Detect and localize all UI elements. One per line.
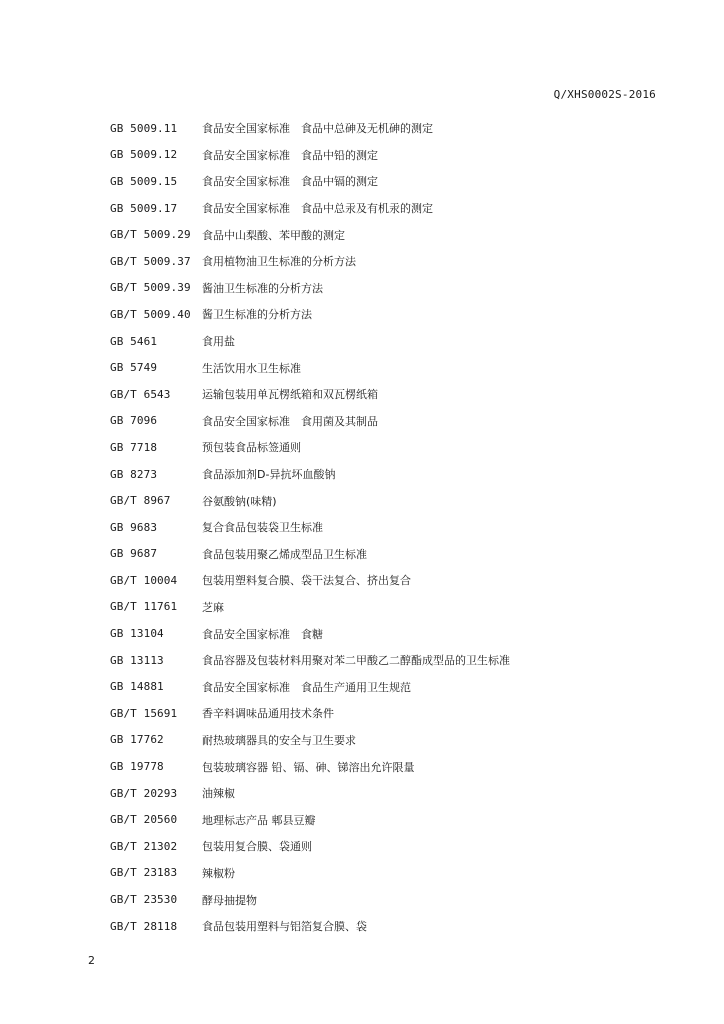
reference-row — [110, 195, 670, 222]
reference-row — [110, 275, 670, 302]
standard-code: GB/T 20293 — [110, 786, 178, 800]
standard-title: 酵母抽提物 — [202, 893, 257, 907]
page-number: 2 — [88, 954, 95, 967]
standard-code: GB/T 5009.29 — [110, 228, 191, 242]
standard-title: 食品安全国家标准 食糖 — [202, 627, 323, 641]
reference-row — [110, 221, 670, 248]
standard-title: 复合食品包装袋卫生标准 — [202, 521, 323, 535]
standard-code: GB 14881 — [110, 680, 164, 694]
standard-title: 预包装食品标签通则 — [202, 441, 301, 455]
reference-row — [110, 381, 670, 408]
standard-title: 食品安全国家标准 食品中总汞及有机汞的测定 — [202, 202, 433, 216]
standard-code: GB/T 28118 — [110, 919, 178, 933]
standard-code: GB 9687 — [110, 547, 158, 561]
standard-code: GB 5009.11 — [110, 121, 178, 135]
standard-title: 包装用复合膜、袋通则 — [202, 840, 312, 854]
standard-title: 酱卫生标准的分析方法 — [202, 308, 312, 322]
standard-code: GB/T 5009.37 — [110, 254, 191, 268]
standard-title: 运输包装用单瓦楞纸箱和双瓦楞纸箱 — [202, 388, 378, 402]
standard-title: 食用植物油卫生标准的分析方法 — [202, 255, 356, 269]
standard-code: GB/T 10004 — [110, 573, 178, 587]
standard-code: GB/T 21302 — [110, 839, 178, 853]
reference-row — [110, 753, 670, 780]
reference-row — [110, 541, 670, 568]
standard-code: GB/T 5009.40 — [110, 307, 191, 321]
standard-code: GB 5009.15 — [110, 174, 178, 188]
standard-title: 食品包装用聚乙烯成型品卫生标准 — [202, 547, 367, 561]
reference-row — [110, 594, 670, 621]
standard-code: GB/T 20560 — [110, 813, 178, 827]
standard-title: 食品包装用塑料与铝箔复合膜、袋 — [202, 920, 367, 934]
standard-code: GB/T 11761 — [110, 600, 178, 614]
normative-references-list — [110, 115, 670, 939]
standard-code: GB 5461 — [110, 334, 158, 348]
reference-row — [110, 328, 670, 355]
reference-row — [110, 487, 670, 514]
reference-row — [110, 461, 670, 488]
standard-code: GB 19778 — [110, 760, 164, 774]
standard-title: 香辛料调味品通用技术条件 — [202, 707, 334, 721]
reference-row — [110, 780, 670, 807]
standard-code: GB 17762 — [110, 733, 164, 747]
standard-code: GB 9683 — [110, 520, 158, 534]
standard-code: GB/T 15691 — [110, 706, 178, 720]
reference-row — [110, 168, 670, 195]
standard-title: 生活饮用水卫生标准 — [202, 361, 301, 375]
reference-row — [110, 886, 670, 913]
reference-row — [110, 354, 670, 381]
reference-row — [110, 647, 670, 674]
standard-title: 食品安全国家标准 食用菌及其制品 — [202, 414, 378, 428]
reference-row — [110, 673, 670, 700]
standard-title: 食品容器及包装材料用聚对苯二甲酸乙二醇酯成型品的卫生标准 — [202, 654, 510, 668]
reference-row — [110, 860, 670, 887]
standard-code: GB 7718 — [110, 440, 158, 454]
standard-code: GB/T 6543 — [110, 387, 171, 401]
reference-row — [110, 833, 670, 860]
standard-title: 食品安全国家标准 食品中铅的测定 — [202, 148, 378, 162]
standard-code: GB 5009.17 — [110, 201, 178, 215]
reference-row — [110, 301, 670, 328]
standard-code: GB 13113 — [110, 653, 164, 667]
standard-title: 食品中山梨酸、苯甲酸的测定 — [202, 228, 345, 242]
standard-code: GB 5009.12 — [110, 148, 178, 162]
standard-code: GB 8273 — [110, 467, 158, 481]
standard-code: GB/T 5009.39 — [110, 281, 191, 295]
standard-title: 食用盐 — [202, 335, 235, 349]
standard-title: 包装玻璃容器 铅、镉、砷、锑溶出允许限量 — [202, 760, 415, 774]
document-code: Q/XHS0002S-2016 — [553, 88, 656, 101]
standard-title: 食品添加剂D-异抗坏血酸钠 — [202, 468, 336, 482]
reference-row — [110, 142, 670, 169]
reference-row — [110, 913, 670, 940]
reference-row — [110, 408, 670, 435]
reference-row — [110, 115, 670, 142]
standard-code: GB 5749 — [110, 361, 158, 375]
standard-title: 辣椒粉 — [202, 866, 235, 880]
reference-row — [110, 727, 670, 754]
standard-title: 食品安全国家标准 食品中总砷及无机砷的测定 — [202, 122, 433, 136]
reference-row — [110, 434, 670, 461]
reference-row — [110, 806, 670, 833]
standard-title: 油辣椒 — [202, 787, 235, 801]
standard-title: 食品安全国家标准 食品中镉的测定 — [202, 175, 378, 189]
standard-code: GB/T 8967 — [110, 494, 171, 508]
standard-code: GB 7096 — [110, 414, 158, 428]
reference-row — [110, 620, 670, 647]
reference-row — [110, 700, 670, 727]
reference-row — [110, 248, 670, 275]
reference-row — [110, 567, 670, 594]
standard-title: 包装用塑料复合膜、袋干法复合、挤出复合 — [202, 574, 411, 588]
standard-code: GB/T 23183 — [110, 866, 178, 880]
standard-code: GB/T 23530 — [110, 893, 178, 907]
standard-title: 芝麻 — [202, 600, 224, 614]
standard-title: 地理标志产品 郫县豆瓣 — [202, 813, 316, 827]
reference-row — [110, 514, 670, 541]
standard-code: GB 13104 — [110, 627, 164, 641]
standard-title: 食品安全国家标准 食品生产通用卫生规范 — [202, 680, 411, 694]
standard-title: 耐热玻璃器具的安全与卫生要求 — [202, 733, 356, 747]
standard-title: 谷氨酸钠(味精) — [202, 494, 277, 508]
standard-title: 酱油卫生标准的分析方法 — [202, 281, 323, 295]
